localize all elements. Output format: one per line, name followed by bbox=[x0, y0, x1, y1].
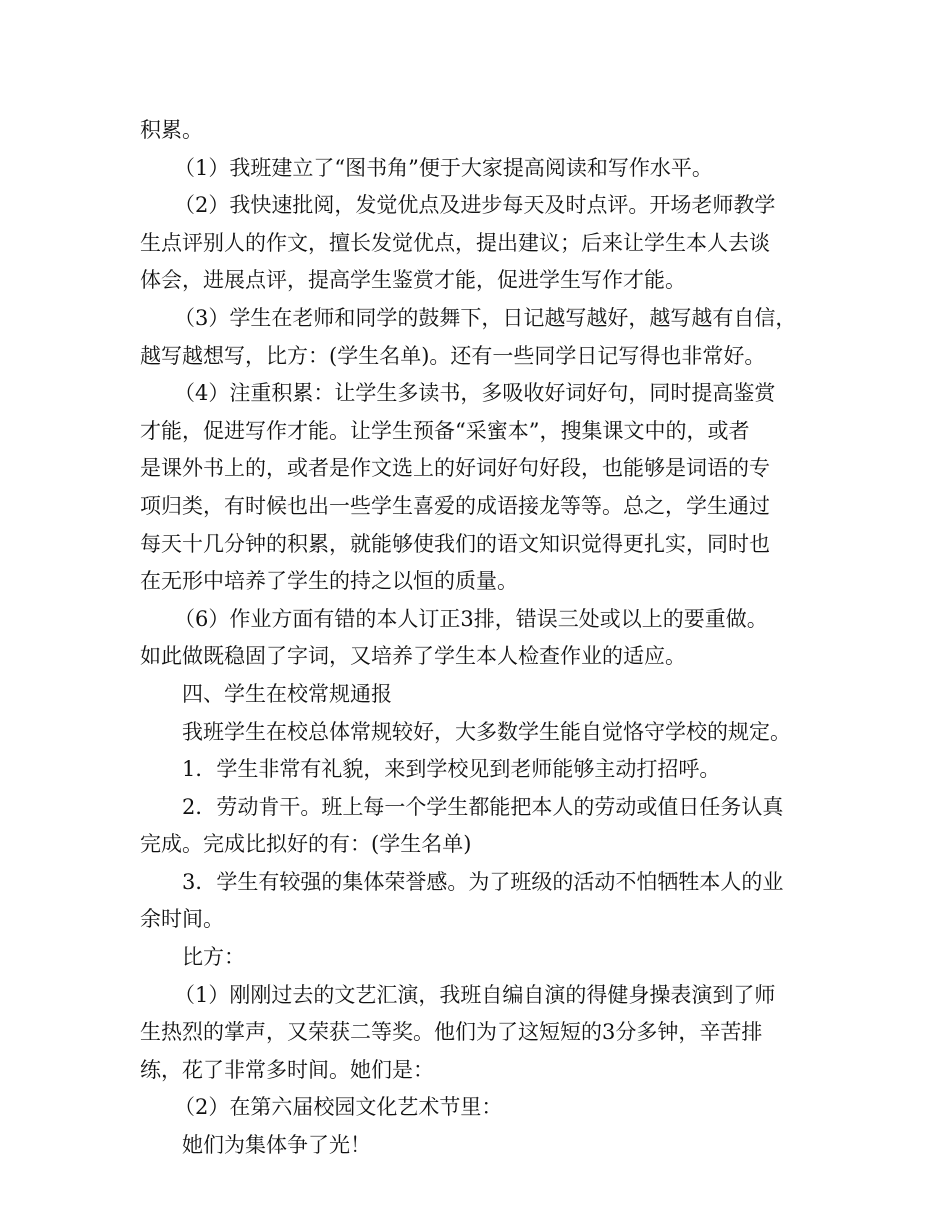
text-line: 越写越想写，比方：(学生名单)。还有一些同学日记写得也非常好。 bbox=[140, 343, 766, 368]
text-line: （3）学生在老师和同学的鼓舞下，日记越写越好，越写越有自信， bbox=[174, 305, 797, 330]
text-line: 如此做既稳固了字词，又培养了学生本人检查作业的适应。 bbox=[140, 644, 686, 669]
text-line: 积累。 bbox=[140, 118, 203, 142]
text-line: 2．劳动肯干。班上每一个学生都能把本人的劳动或值日任务认真 bbox=[182, 794, 784, 819]
text-line: 完成。完成比拟好的有：(学生名单) bbox=[140, 832, 472, 857]
text-line: 3．学生有较强的集体荣誉感。为了班级的活动不怕牺牲本人的业 bbox=[182, 869, 784, 894]
text-line: （1）我班建立了“图书角”便于大家提高阅读和写作水平。 bbox=[174, 155, 713, 180]
text-line: 才能，促进写作才能。让学生预备“采蜜本”，搜集课文中的，或者 bbox=[140, 418, 750, 443]
text-line: （4）注重积累：让学生多读书，多吸收好词好句，同时提高鉴赏 bbox=[174, 381, 776, 406]
text-line: （6）作业方面有错的本人订正3排，错误三处或以上的要重做。 bbox=[174, 606, 768, 631]
text-line: 项归类，有时候也出一些学生喜爱的成语接龙等等。总之，学生通过 bbox=[140, 493, 770, 518]
text-line: 生点评别人的作文，擅长发觉优点，提出建议；后来让学生本人去谈 bbox=[140, 230, 770, 255]
text-line: 生热烈的掌声，又荣获二等奖。他们为了这短短的3分多钟，辛苦排 bbox=[140, 1020, 763, 1045]
text-line: 体会，进展点评，提高学生鉴赏才能，促进学生写作才能。 bbox=[140, 268, 686, 293]
text-line: 练，花了非常多时间。她们是： bbox=[140, 1057, 434, 1082]
text-line: （2）我快速批阅，发觉优点及进步每天及时点评。开场老师教学 bbox=[174, 193, 776, 218]
text-line: 1．学生非常有礼貌，来到学校见到老师能够主动打招呼。 bbox=[182, 757, 721, 782]
text-line: 我班学生在校总体常规较好，大多数学生能自觉恪守学校的规定。 bbox=[182, 719, 791, 744]
section-heading: 四、学生在校常规通报 bbox=[182, 681, 392, 706]
text-line: （1）刚刚过去的文艺汇演，我班自编自演的得健身操表演到了师 bbox=[174, 982, 776, 1007]
text-line: （2）在第六届校园文化艺术节里： bbox=[174, 1095, 503, 1120]
text-line: 她们为集体争了光！ bbox=[182, 1133, 371, 1158]
text-line: 是课外书上的，或者是作文选上的好词好句好段，也能够是词语的专 bbox=[140, 456, 770, 481]
text-line: 余时间。 bbox=[140, 907, 224, 932]
document-body bbox=[140, 112, 830, 1165]
text-line: 每天十几分钟的积累，就能够使我们的语文知识觉得更扎实，同时也 bbox=[140, 531, 770, 556]
text-line: 在无形中培养了学生的持之以恒的质量。 bbox=[140, 569, 518, 594]
text-line: 比方： bbox=[182, 945, 245, 970]
